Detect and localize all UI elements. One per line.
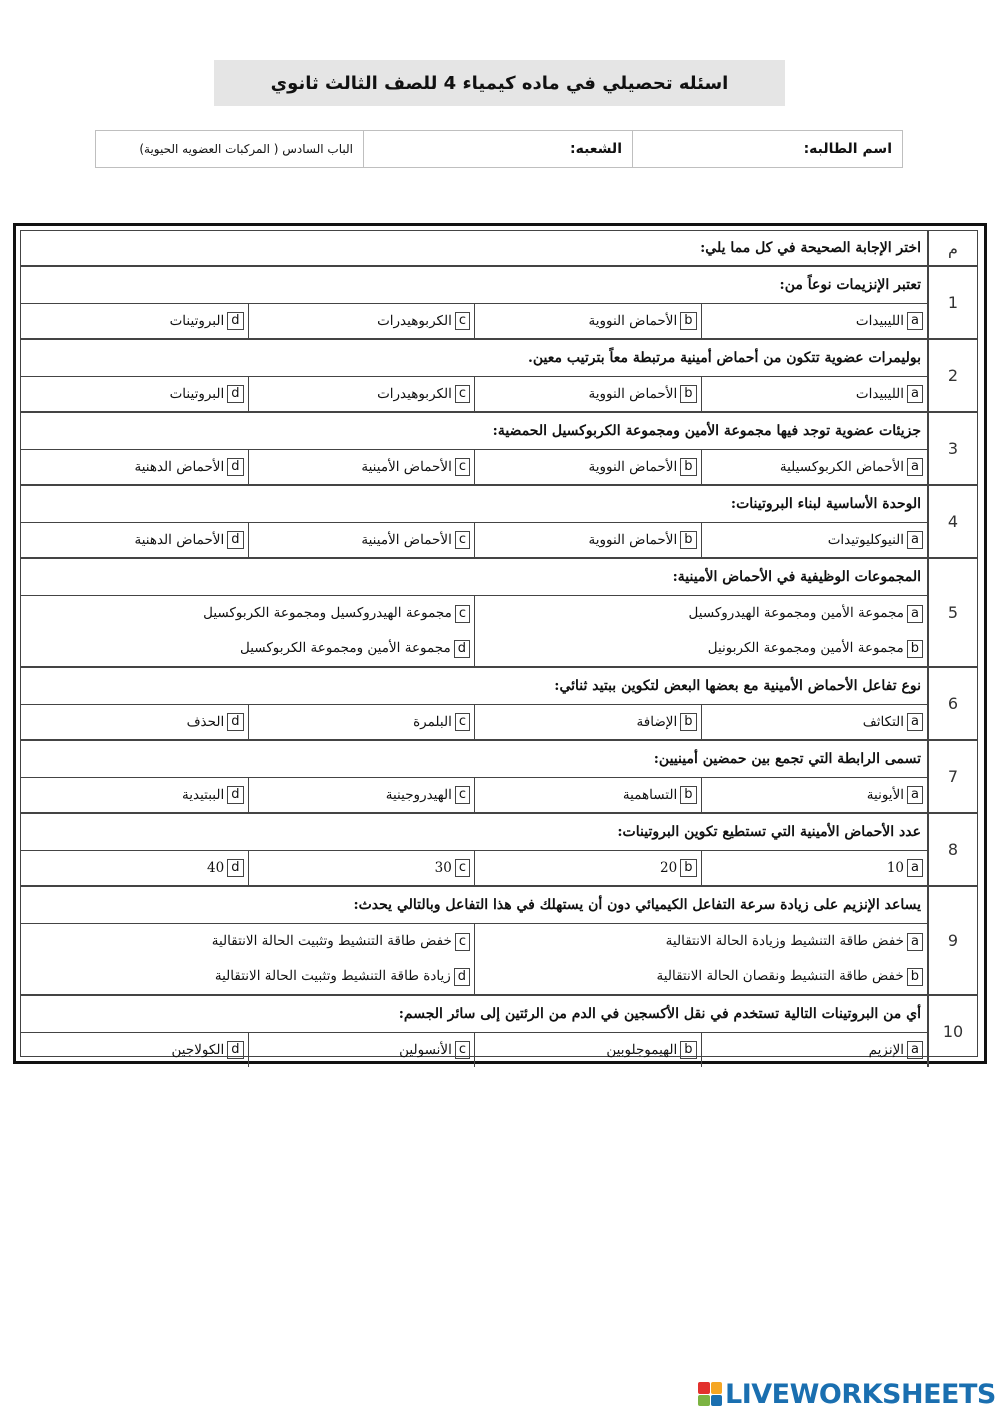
option-c[interactable] [248,304,475,338]
option-c[interactable] [248,778,475,812]
option-text: البروتينات [169,386,225,402]
option-c[interactable] [248,705,475,739]
option-text: الأحماض الكربوكسيلية [779,459,905,475]
option-text: الببتيدية [181,787,225,803]
question-row [21,267,977,340]
option-a[interactable] [701,523,928,557]
option-letter: a [907,312,923,330]
option-letter: a [907,458,923,476]
option-letter: a [907,933,923,951]
option-text: 10 [886,860,905,876]
option-text: الأحماض الدهنية [134,532,225,548]
option-text: الكربوهيدرات [377,313,452,329]
option-text: البروتينات [169,313,225,329]
question-number: 1 [927,267,977,338]
option-letter: c [455,859,470,877]
option-letter: d [227,859,243,877]
question-number: 3 [927,413,977,484]
question-number: 9 [927,887,977,994]
option-letter: d [227,713,243,731]
option-letter: d [454,640,470,658]
option-text: الكربوهيدرات [377,386,452,402]
option-b[interactable] [474,705,701,739]
option-letter: c [455,531,470,549]
header-instruction: اختر الإجابة الصحيحة في كل مما يلي: [700,240,921,256]
option-d[interactable] [21,450,248,484]
option-d[interactable] [21,523,248,557]
option-letter: c [455,713,470,731]
question-number: 5 [927,559,977,666]
option-letter: a [907,385,923,403]
question-text: يساعد الإنزيم على زيادة سرعة التفاعل الكيميائي دون أن يستهلك في هذا التفاعل وبالتالي يحدث: [21,887,927,924]
liveworksheets-logo [698,1376,996,1412]
option-text: الليبيدات [855,313,905,329]
option-letter: d [227,312,243,330]
option-a[interactable] [475,933,923,951]
option-text: خفض طاقة التنشيط وزيادة الحالة الانتقالية [665,932,905,949]
question-row [21,486,977,559]
option-letter: c [455,786,470,804]
option-letter: b [680,1041,696,1059]
option-c[interactable] [21,933,470,951]
option-b[interactable] [474,523,701,557]
question-row [21,413,977,486]
question-row [21,668,977,741]
option-letter: d [227,1041,243,1059]
student-info-bar [95,130,903,168]
option-letter: c [455,385,470,403]
question-text: أي من البروتينات التالية تستخدم في نقل الأكسجين في الدم من الرئتين إلى سائر الجسم: [21,996,927,1033]
option-b[interactable] [475,968,923,986]
option-text: الإضافة [636,714,678,730]
question-number: 8 [927,814,977,885]
option-letter: d [227,786,243,804]
option-text: خفض طاقة التنشيط ونقصان الحالة الانتقالية [656,967,904,984]
option-letter: d [227,385,243,403]
option-letter: d [227,458,243,476]
option-c[interactable] [248,450,475,484]
option-letter: b [680,385,696,403]
option-text: 40 [207,860,225,876]
option-d[interactable] [21,1033,248,1067]
option-text: الأحماض النووية [588,532,678,548]
option-a[interactable] [701,778,928,812]
option-c[interactable] [248,523,475,557]
option-text: 20 [660,860,678,876]
question-text: جزيئات عضوية توجد فيها مجموعة الأمين ومجموعة الكربوكسيل الحمضية: [21,413,927,450]
worksheet-title [214,60,785,106]
question-row [21,340,977,413]
header-num: م [927,231,977,265]
option-letter: d [454,968,470,986]
option-letter: c [455,312,470,330]
question-text: بوليمرات عضوية تتكون من أحماض أمينية مرتبطة معاً بترتيب معين. [21,340,927,377]
option-b[interactable] [474,851,701,885]
option-text: الأحماض النووية [588,459,678,475]
option-text: الحذف [186,714,225,730]
option-text: الأحماض النووية [588,386,678,402]
option-text: 30 [434,860,452,876]
option-letter: a [907,786,923,804]
option-b[interactable] [474,1033,701,1067]
option-text: النيوكليوتيدات [827,532,905,548]
student-name-field[interactable] [632,131,902,167]
section-field[interactable] [363,131,632,167]
question-number: 7 [927,741,977,812]
option-c[interactable] [248,851,475,885]
question-text: الوحدة الأساسية لبناء البروتينات: [21,486,927,523]
option-a[interactable] [701,377,928,411]
option-letter: b [680,531,696,549]
section-label: الشعبه: [569,141,622,157]
option-text: الأحماض الأمينية [361,532,452,548]
question-number: 6 [927,668,977,739]
option-text: زيادة طاقة التنشيط وتثبيت الحالة الانتقالية [214,967,451,984]
option-letter: a [907,859,923,877]
option-text: مجموعة الأمين ومجموعة الكربونيل [707,639,904,656]
option-d[interactable] [21,304,248,338]
chapter-label: الباب السادس ( المركبات العضويه الحيوية) [139,142,353,156]
option-text: البلمرة [413,714,452,730]
option-letter: b [680,312,696,330]
option-text: الأنسولين [399,1042,452,1058]
option-letter: b [680,786,696,804]
option-letter: c [455,605,470,623]
option-letter: b [907,640,923,658]
questions-table-frame [13,223,987,1064]
option-d[interactable] [21,851,248,885]
option-a[interactable] [701,450,928,484]
option-d[interactable] [21,968,470,986]
option-text: الهيدروجينية [385,787,452,803]
option-letter: a [907,1041,923,1059]
option-a[interactable] [701,851,928,885]
option-text: الأحماض النووية [588,313,678,329]
option-d[interactable] [21,778,248,812]
option-text: الأيونية [866,787,905,803]
option-letter: d [227,531,243,549]
question-row [21,559,977,668]
table-header [21,231,977,267]
question-number: 4 [927,486,977,557]
option-b[interactable] [475,640,923,658]
option-letter: c [455,1041,470,1059]
question-rows [21,267,977,1067]
option-letter: a [907,605,923,623]
option-letter: c [455,458,470,476]
option-text: الإنزيم [868,1042,905,1058]
question-row [21,887,977,996]
title-text: اسئله تحصيلي في ماده كيمياء 4 للصف الثالث ثانوي [270,72,729,94]
chapter-label-cell [96,131,363,167]
option-text: مجموعة الهيدروكسيل ومجموعة الكربوكسيل [203,604,452,621]
option-text: الكولاجين [171,1042,225,1058]
option-a[interactable] [701,705,928,739]
option-a[interactable] [475,605,923,623]
logo-text: LIVEWORKSHEETS [725,1378,996,1410]
option-letter: b [680,859,696,877]
questions-table [20,230,978,1057]
logo-icon [698,1382,722,1406]
question-row [21,814,977,887]
option-text: التساهمية [622,787,678,803]
option-d[interactable] [21,377,248,411]
option-b[interactable] [474,304,701,338]
option-letter: b [680,458,696,476]
option-letter: a [907,713,923,731]
question-text: تعتبر الإنزيمات نوعاً من: [21,267,927,304]
option-letter: c [455,933,470,951]
question-row [21,741,977,814]
option-a[interactable] [701,304,928,338]
question-text: نوع تفاعل الأحماض الأمينية مع بعضها البعض لتكوين ببتيد ثنائي: [21,668,927,705]
option-d[interactable] [21,705,248,739]
option-c[interactable] [248,1033,475,1067]
option-text: الأحماض الأمينية [361,459,452,475]
option-d[interactable] [21,640,470,658]
question-number: 10 [927,996,977,1067]
option-text: مجموعة الأمين ومجموعة الهيدروكسيل [688,604,905,621]
option-letter: a [907,531,923,549]
option-letter: b [907,968,923,986]
option-b[interactable] [474,450,701,484]
option-text: الأحماض الدهنية [134,459,225,475]
question-row [21,996,977,1067]
option-c[interactable] [21,605,470,623]
option-b[interactable] [474,377,701,411]
option-c[interactable] [248,377,475,411]
question-text: المجموعات الوظيفية في الأحماض الأمينية: [21,559,927,596]
option-text: الهيموجلوبين [606,1042,678,1058]
option-text: الليبيدات [855,386,905,402]
question-text: تسمى الرابطة التي تجمع بين حمضين أمينيين: [21,741,927,778]
option-a[interactable] [701,1033,928,1067]
question-number: 2 [927,340,977,411]
student-name-label: اسم الطالبه: [803,141,892,157]
option-text: مجموعة الأمين ومجموعة الكربوكسيل [240,639,451,656]
question-text: عدد الأحماض الأمينية التي تستطيع تكوين البروتينات: [21,814,927,851]
option-text: خفض طاقة التنشيط وتثبيت الحالة الانتقالية [211,932,452,949]
option-letter: b [680,713,696,731]
option-text: التكاثف [862,714,905,730]
option-b[interactable] [474,778,701,812]
